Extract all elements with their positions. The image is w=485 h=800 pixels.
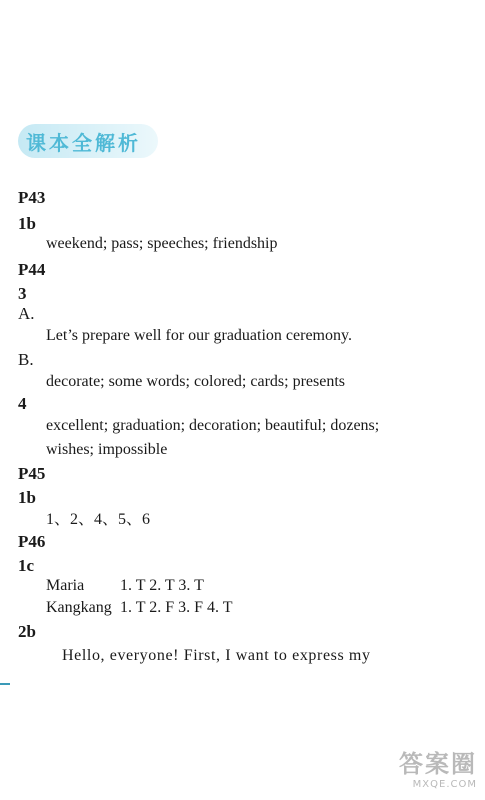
section-banner [18,124,158,158]
site-watermark [399,744,477,790]
watermark-url: MXQE.COM [412,779,477,790]
answer-line: weekend; pass; speeches; friendship [46,235,278,252]
speaker-label: Kangkang [46,599,112,616]
answer-line: Hello, everyone! First, I want to express my [62,647,371,664]
exercise-4: 4 [18,394,27,413]
watermark-logo-text: 答案圈 [399,750,477,778]
answer-line: wishes; impossible [46,441,168,458]
page-heading-p46: P46 [18,532,46,551]
exercise-3: 3 [18,284,27,303]
subsection-b: B. [18,350,34,369]
banner-title: 课本全解析 [26,130,141,155]
page-heading-p43: P43 [18,188,46,207]
page-heading-p44: P44 [18,260,46,279]
speaker-answers: 1. T 2. T 3. T [120,577,204,594]
answer-line: excellent; graduation; decoration; beautiful; dozens; [46,417,380,434]
answer-line: Let’s prepare well for our graduation ceremony. [46,327,352,344]
exercise-1c: 1c [18,556,35,575]
subsection-a: A. [18,304,35,323]
answer-line: 1、2、4、5、6 [46,511,151,528]
answer-line: decorate; some words; colored; cards; presents [46,373,346,390]
answer-row-maria [46,576,204,596]
exercise-2b: 2b [18,622,36,641]
margin-rule [0,683,10,685]
exercise-1b: 1b [18,488,36,507]
answer-row-kangkang [46,598,232,618]
page-heading-p45: P45 [18,464,46,483]
exercise-1b: 1b [18,214,36,233]
speaker-answers: 1. T 2. F 3. F 4. T [120,599,233,616]
speaker-label: Maria [46,577,85,594]
